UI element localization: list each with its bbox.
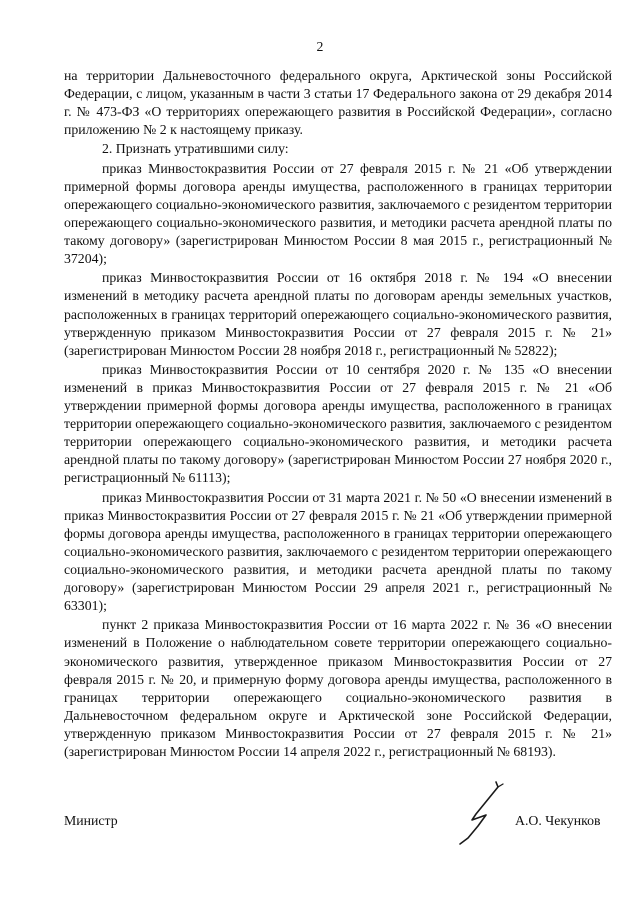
signatory-title: Министр <box>64 813 118 828</box>
document-body <box>64 67 612 762</box>
paragraph-item-2: 2. Признать утратившими силу: <box>102 141 289 157</box>
page-number: 2 <box>316 39 324 54</box>
signatory-name: А.О. Чекунков <box>515 813 601 828</box>
paragraph-repealed-order-4: приказ Минвостокразвития России от 31 марта 2021 г. № 50 «О внесении изменений в приказ Минвостокразвития России от 27 февраля 2015 г. № 21 «Об утверждении примерной формы договора аренды имущества, расположенного в границах территории опережающего социально-экономического развития, заключаемого с резидентом территории опережающего социально-экономического развития, и методики расчета арендной платы по такому договору» (зарегистрирован Минюстом России 29 апреля 2021 г., регистрационный № 63301); <box>64 489 612 614</box>
paragraph-repealed-order-2: приказ Минвостокразвития России от 16 октября 2018 г. № 194 «О внесении изменений в методику расчета арендной платы по договорам аренды земельных участков, расположенных в границах территорий опережающего социально-экономического развития, утвержденную приказом Минвостокразвития России от 27 февраля 2015 г. № 21» (зарегистрирован Минюстом России 28 ноября 2018 г., регистрационный № 52822); <box>64 270 612 358</box>
paragraph-repealed-order-1: приказ Минвостокразвития России от 27 февраля 2015 г. № 21 «Об утверждении примерной формы договора аренды имущества, расположенного в границах территории опережающего социально-экономического развития, заключаемого с резидентом территории опережающего социально-экономического развития, и методики расчета арендной платы по такому договору» (зарегистрирован Минюстом России 8 мая 2015 г., регистрационный № 37204); <box>64 160 612 267</box>
paragraph-continuation: на территории Дальневосточного федерального округа, Арктической зоны Российской Федерации, с лицом, указанным в части 3 статьи 17 Федерального закона от 29 декабря 2014 г. № 473-ФЗ «О территориях опережающего развития в Российской Федерации», согласно приложению № 2 к настоящему приказу. <box>64 68 612 138</box>
handwritten-signature <box>448 778 518 848</box>
paragraph-repealed-order-3: приказ Минвостокразвития России от 10 сентября 2020 г. № 135 «О внесении изменений в приказ Минвостокразвития России от 27 февраля 2015 г. № 21 «Об утверждении примерной формы договора аренды имущества, расположенного в границах территории опережающего социально-экономического развития, заключаемого с резидентом территории опережающего социально-экономического развития, и методики расчета арендной платы по такому договору» (зарегистрирован Минюстом России 27 ноября 2020 г., регистрационный № 61113); <box>64 361 612 486</box>
paragraph-repealed-order-5: пункт 2 приказа Минвостокразвития России от 16 марта 2022 г. № 36 «О внесении изменений в Положение о наблюдательном совете территории опережающего социально-экономического развития, утвержденное приказом Минвостокразвития России от 27 февраля 2015 г. № 20, и примерную форму договора аренды имущества, расположенного в границах территории опережающего социально-экономического развития в Дальневосточном федеральном округе и Арктической зоне Российской Федерации, утвержденную приказом Минвостокразвития России от 27 февраля 2015 г. № 21» (зарегистрирован Минюстом России 14 апреля 2022 г., регистрационный № 68193). <box>64 617 612 760</box>
